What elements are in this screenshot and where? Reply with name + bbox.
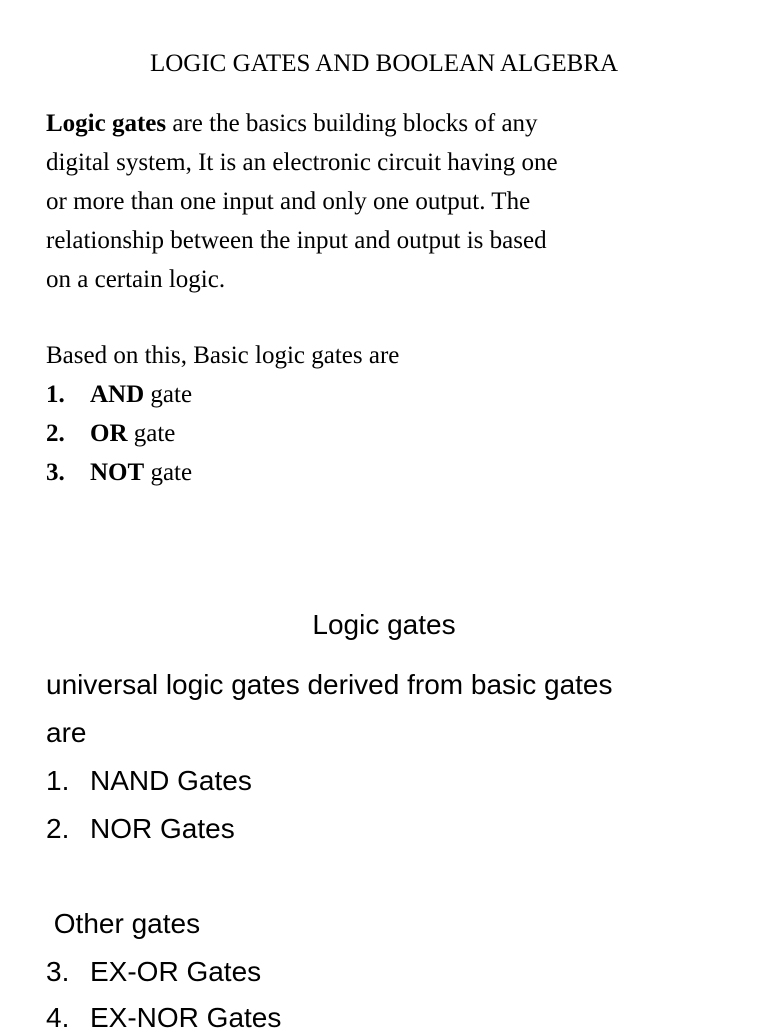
section-title: Logic gates [312, 609, 456, 640]
gate-label: EX-OR Gates [90, 956, 262, 987]
intro-line-5: on a certain logic. [46, 266, 226, 293]
intro-line-4: relationship between the input and output is based [46, 227, 547, 254]
list-number: 1. [46, 765, 70, 796]
list-item [46, 813, 235, 845]
basic-gates-heading: Based on this, Basic logic gates are [46, 342, 400, 369]
logic-gates-term: Logic gates [46, 110, 167, 137]
list-number: 1. [46, 381, 65, 408]
gate-name: NOT [90, 459, 145, 486]
intro-line-3: or more than one input and only one output. The [46, 188, 531, 215]
list-item [46, 1002, 281, 1034]
list-item [46, 459, 192, 487]
page-title: LOGIC GATES AND BOOLEAN ALGEBRA [149, 50, 619, 77]
list-number: 4. [46, 1002, 70, 1033]
list-number: 3. [46, 956, 70, 987]
universal-gates-line-2: are [46, 717, 87, 748]
gate-name: OR [90, 420, 128, 447]
gate-suffix: gate [144, 381, 193, 408]
list-number: 2. [46, 813, 70, 844]
list-number: 3. [46, 459, 65, 486]
gate-label: EX-NOR Gates [90, 1002, 282, 1033]
gate-suffix: gate [127, 420, 176, 447]
universal-gates-line-1: universal logic gates derived from basic gates [46, 669, 613, 700]
list-item [46, 765, 252, 797]
list-item [46, 381, 192, 409]
gate-suffix: gate [144, 459, 193, 486]
intro-line-1 [46, 110, 538, 138]
gate-label: NAND Gates [90, 765, 252, 796]
intro-line-1-text: are the basics building blocks of any [166, 110, 538, 137]
other-gates-heading: Other gates [46, 908, 201, 939]
gate-name: AND [90, 381, 145, 408]
gate-label: NOR Gates [90, 813, 235, 844]
list-number: 2. [46, 420, 65, 447]
list-item [46, 956, 261, 988]
list-item [46, 420, 175, 448]
intro-line-2: digital system, It is an electronic circuit having one [46, 149, 558, 176]
